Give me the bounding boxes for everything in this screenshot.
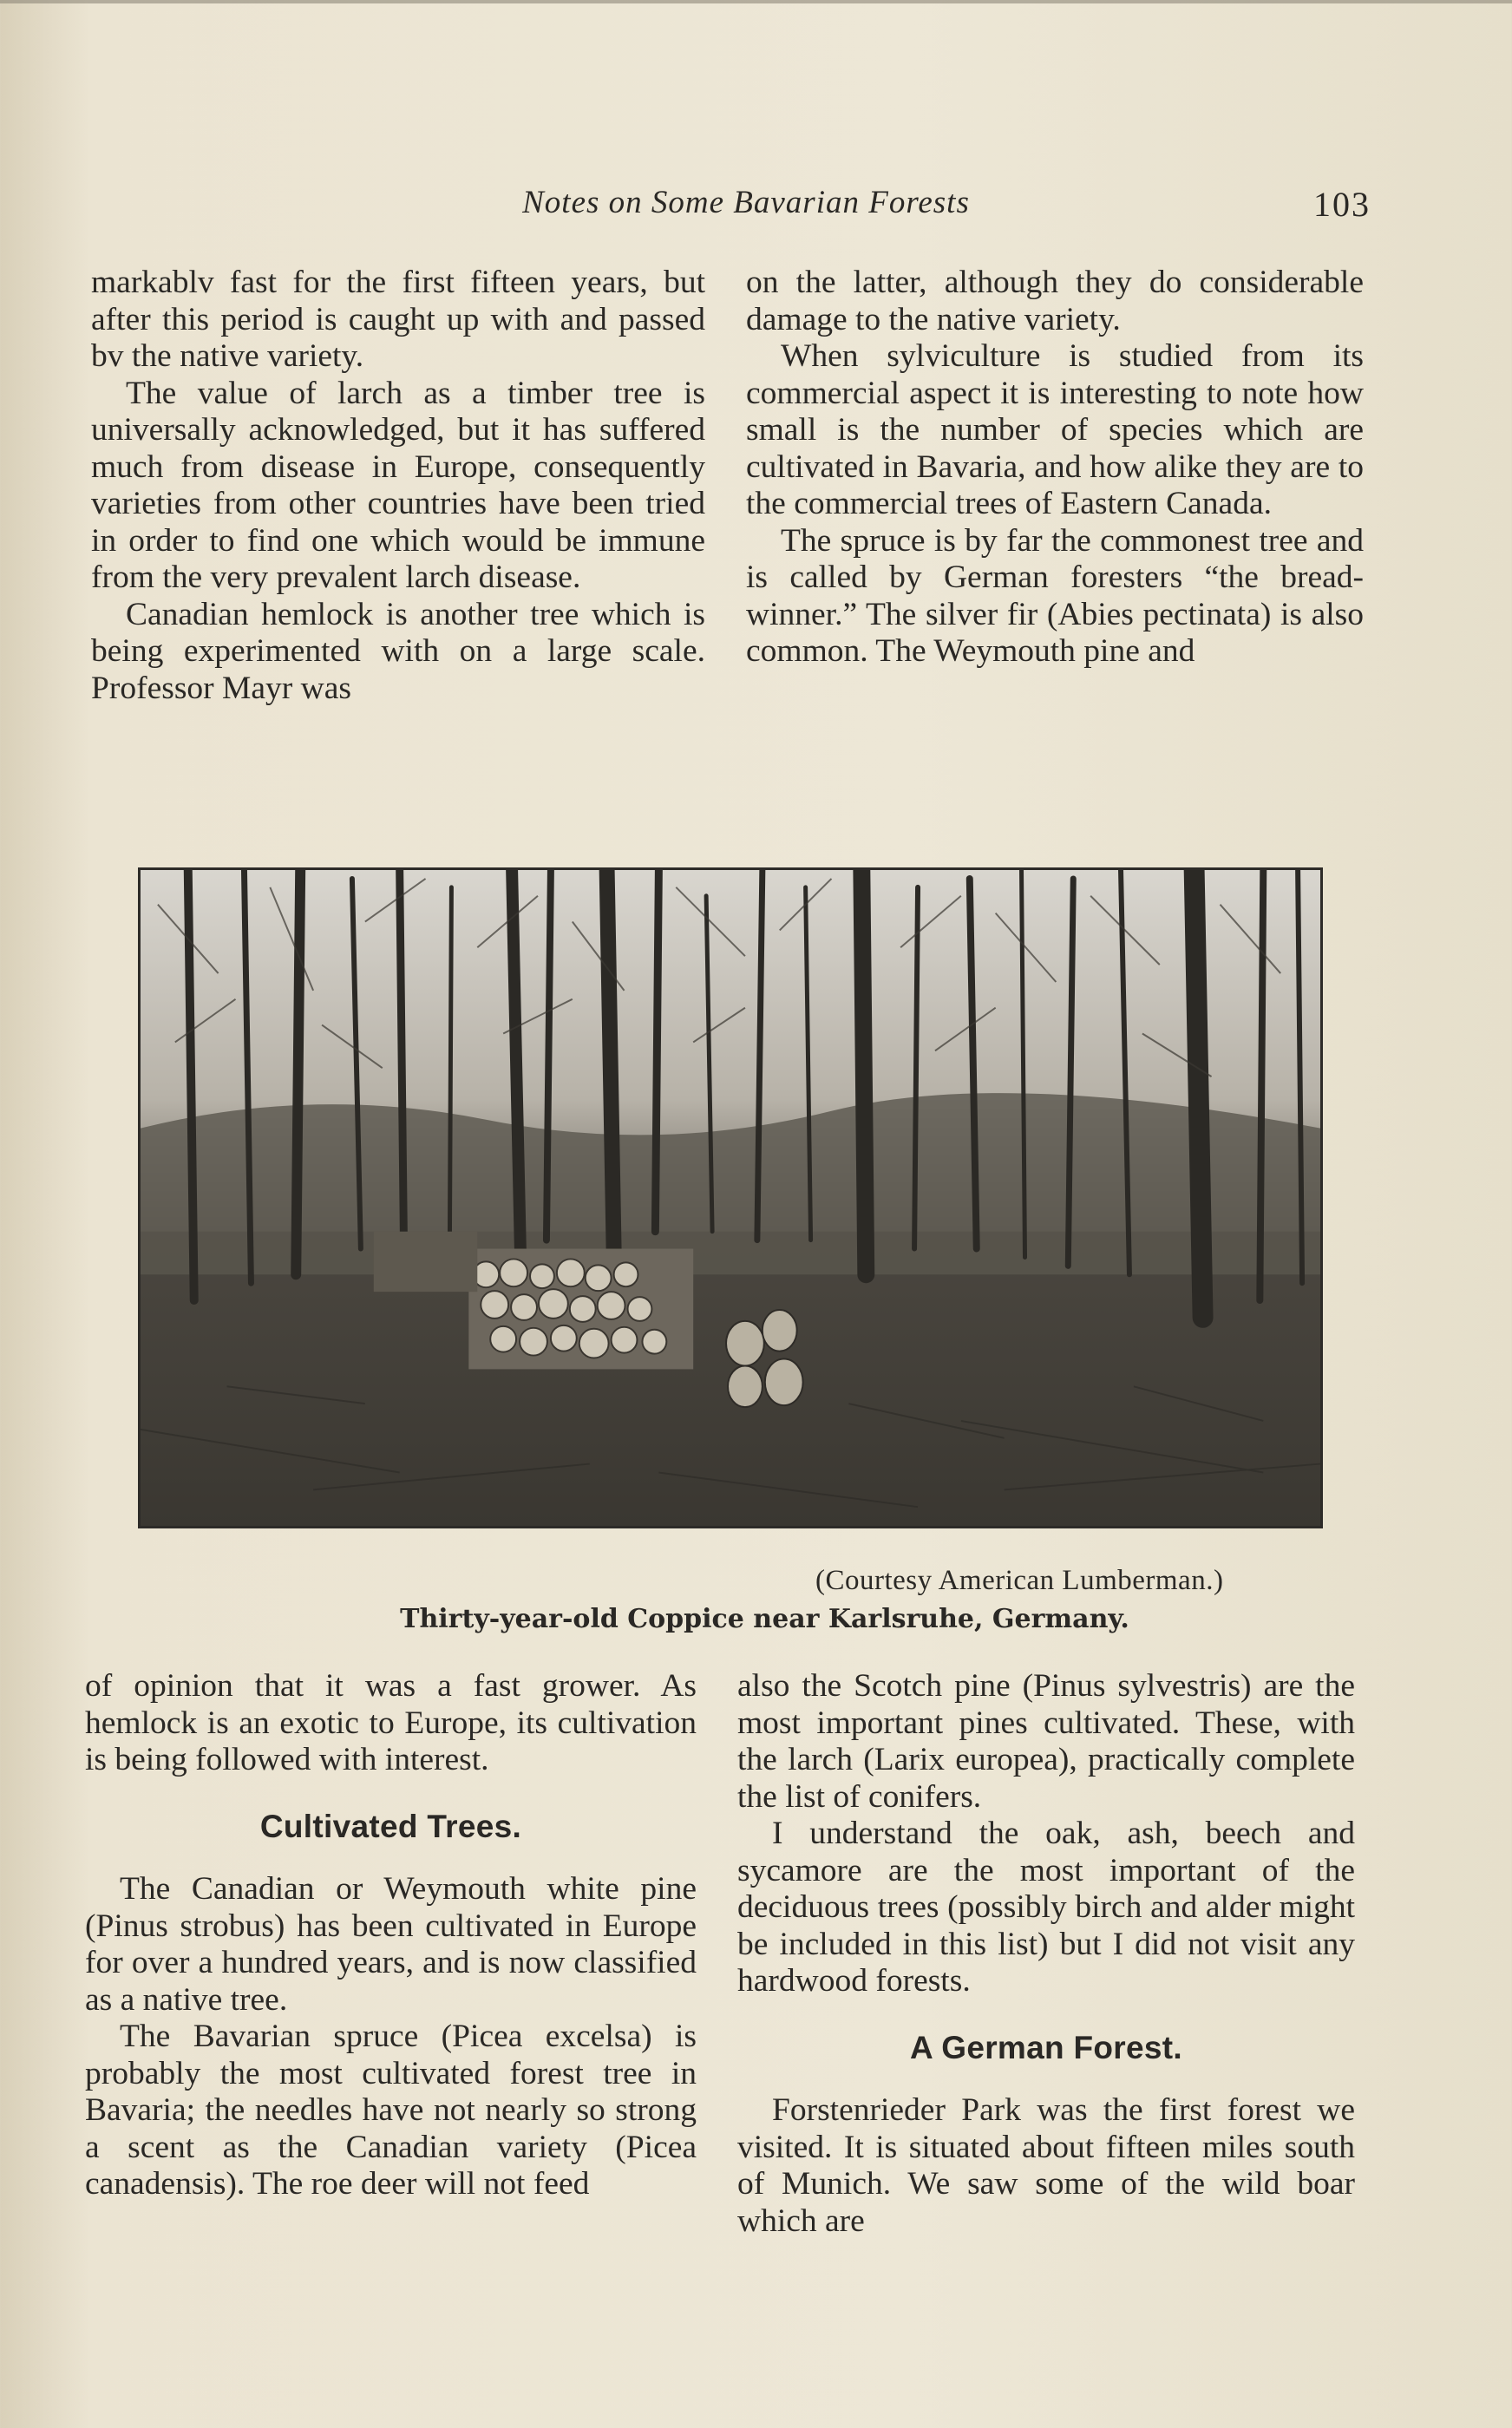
coppice-photo-image (141, 870, 1320, 1526)
section-heading-a-german-forest: A German Forest. (910, 2029, 1182, 2065)
page-number: 103 (1313, 185, 1371, 224)
column-top-left (91, 265, 705, 707)
paragraph: also the Scotch pine (Pinus sylvestris) are the most important pines cultivated. These, with the larch (Larix europea), practically complete the list of conifers. (737, 1668, 1355, 1815)
running-header (87, 184, 1371, 227)
column-bottom-left (85, 1668, 697, 2203)
figure-caption: Thirty-year-old Coppice near Karlsruhe, Germany. (400, 1604, 1129, 1634)
paragraph: Forstenrieder Park was the first forest we visited. It is situated about fifteen miles south of Munich. We saw some of the wild boar which are (737, 2092, 1355, 2239)
paragraph: The spruce is by far the commonest tree and is called by German foresters “the bread-winner.” The silver fir (Abies pectinata) is also common. The Weymouth pine and (746, 522, 1364, 669)
paragraph: markablv fast for the first fifteen years, but after this period is caught up with and passed bv the native variety. (91, 265, 705, 374)
paragraph: The Bavarian spruce (Picea excelsa) is probably the most cultivated forest tree in Bavaria; the needles have not nearly so strong a scent as the Canadian variety (Picea canadensis). The roe deer will not feed (85, 2019, 697, 2202)
paragraph: Canadian hemlock is another tree which is being experimented with on a large scale. Professor Mayr was (91, 596, 705, 706)
paragraph: I understand the oak, ash, beech and sycamore are the most important of the deciduous trees (possibly birch and alder might be included in this list) but I did not visit any hardwood forests. (737, 1816, 1355, 1999)
photo-credit: (Courtesy American Lumberman.) (815, 1565, 1224, 1596)
paragraph: When sylviculture is studied from its commercial aspect it is interesting to note how small is the number of species which are cultivated in Bavaria, and how alike they are to the commercial trees of Eastern Canada. (746, 338, 1364, 521)
paragraph: The value of larch as a timber tree is universally acknowledged, but it has suffered much from disease in Europe, consequently varieties from other countries have been tried in order to find one which would be immune from the very prevalent larch disease. (91, 375, 705, 595)
column-bottom-right (737, 1668, 1355, 2240)
running-title: Notes on Some Bavarian Forests (522, 185, 970, 220)
paragraph: The Canadian or Weymouth white pine (Pinus strobus) has been cultivated in Europe for over a hundred years, and is now classified as a native tree. (85, 1871, 697, 2018)
forest-photograph (138, 867, 1323, 1528)
paragraph: on the latter, although they do considerable damage to the native variety. (746, 265, 1364, 337)
section-heading-cultivated-trees: Cultivated Trees. (259, 1808, 522, 1844)
page-top-edge (0, 0, 1512, 3)
paragraph: of opinion that it was a fast grower. As hemlock is an exotic to Europe, its cultivation is being followed with interest. (85, 1668, 697, 1777)
column-top-right (746, 265, 1364, 671)
